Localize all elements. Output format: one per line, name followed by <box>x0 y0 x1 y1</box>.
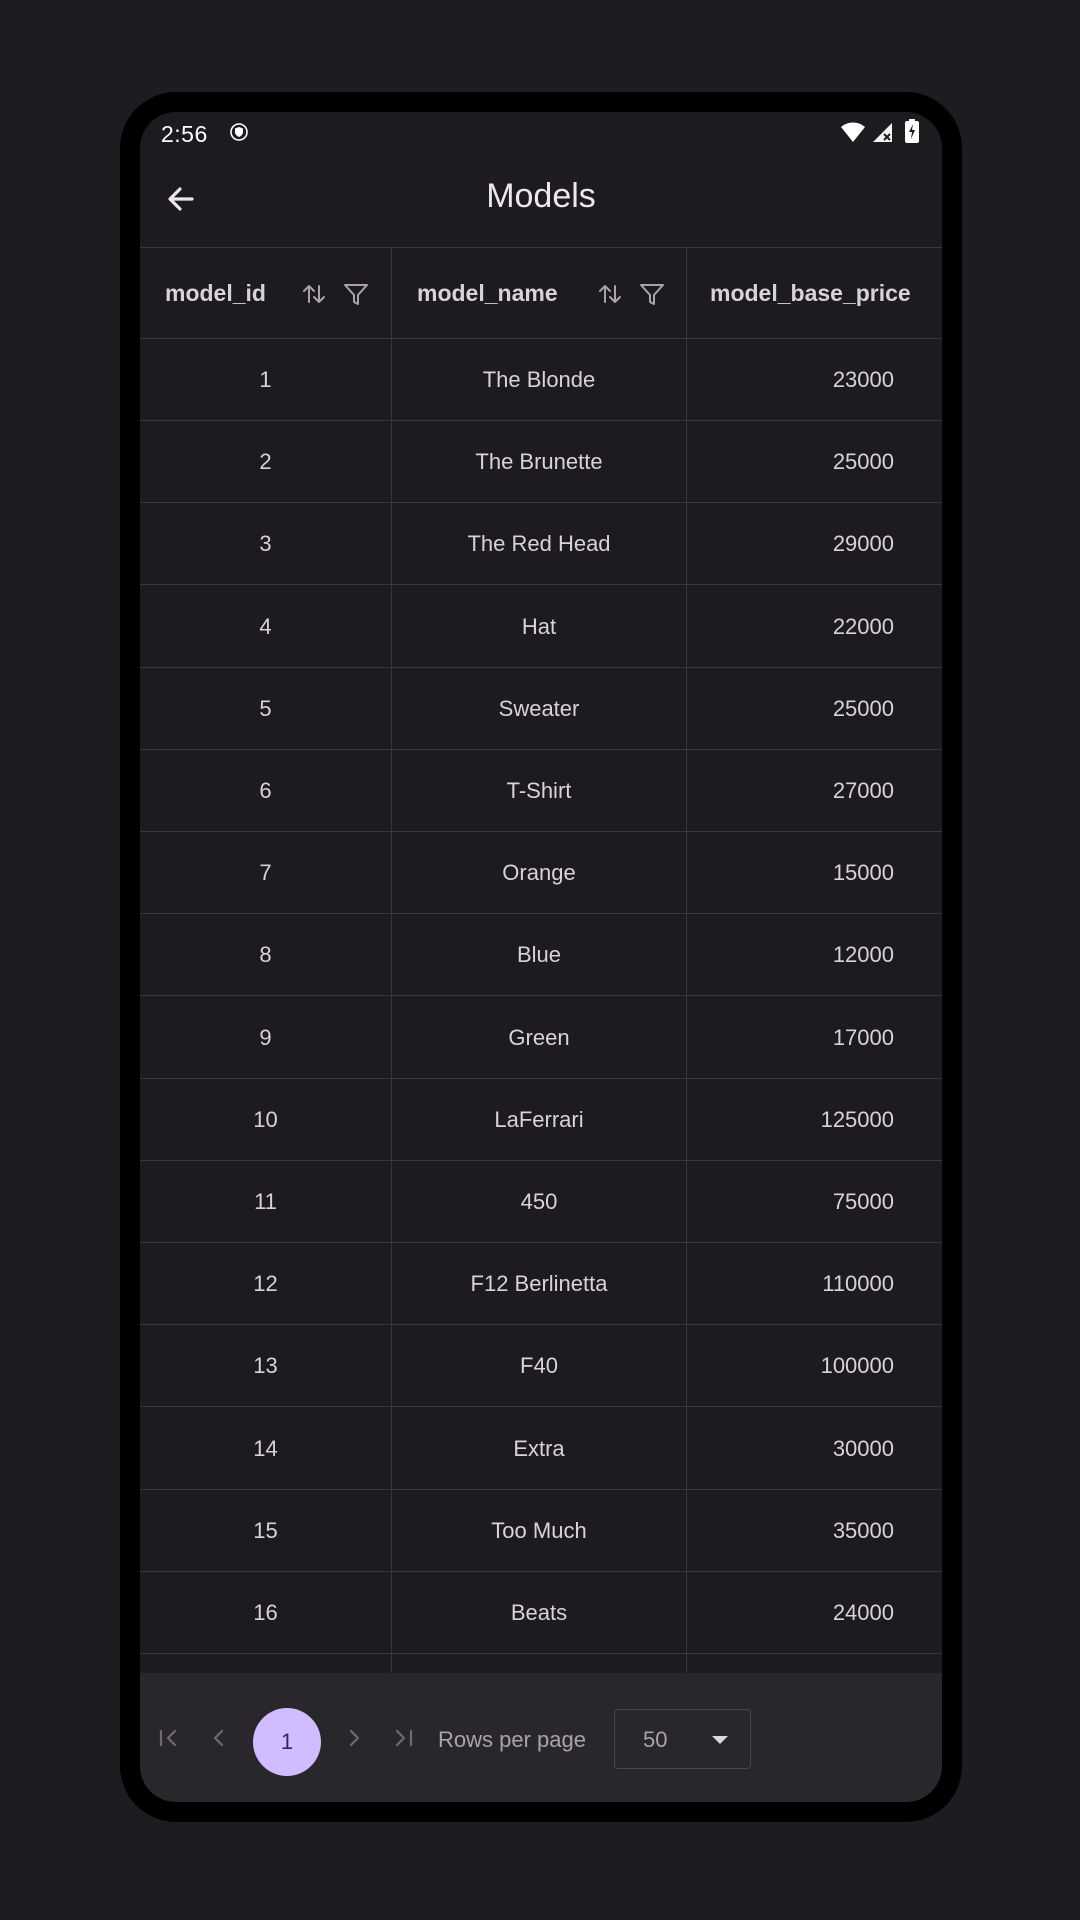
current-page-button[interactable]: 1 <box>253 1708 321 1776</box>
table-row[interactable] <box>140 914 942 996</box>
cell-model-base-price: 25000 <box>832 695 894 721</box>
table-row[interactable] <box>140 832 942 914</box>
cell-model-name: T-Shirt <box>506 778 572 803</box>
cell-model-id: 16 <box>253 1600 278 1625</box>
table-row[interactable] <box>140 668 942 750</box>
status-time: 2:56 <box>161 121 208 147</box>
table-row[interactable] <box>140 1408 942 1490</box>
shield-icon <box>230 123 248 141</box>
cell-model-name: Orange <box>502 860 576 886</box>
last-page-icon[interactable] <box>388 1723 418 1753</box>
filter-icon[interactable] <box>342 280 370 308</box>
signal-icon <box>871 121 893 143</box>
cell-model-id: 10 <box>253 1106 278 1132</box>
dropdown-caret-icon <box>712 1736 728 1744</box>
cell-model-base-price: 22000 <box>832 613 894 639</box>
table-row[interactable] <box>140 750 942 832</box>
cell-model-id: 14 <box>253 1435 278 1461</box>
table-row[interactable] <box>140 1325 942 1407</box>
page-title: Models <box>486 177 596 215</box>
cell-model-base-price: 29000 <box>832 531 894 557</box>
column-header-label: model_name <box>417 280 558 306</box>
cell-model-name: Hat <box>521 613 557 639</box>
cell-model-base-price: 30000 <box>832 1435 894 1461</box>
previous-page-icon[interactable] <box>204 1723 234 1753</box>
cell-model-name: F12 Berlinetta <box>470 1271 608 1297</box>
table-row[interactable] <box>140 1161 942 1243</box>
status-bar <box>140 112 942 152</box>
pagination-bar <box>140 1673 942 1802</box>
cell-model-base-price: 125000 <box>820 1106 894 1132</box>
cell-model-id: 2 <box>259 449 272 475</box>
cell-model-id: 15 <box>253 1517 278 1543</box>
rows-per-page-value: 50 <box>643 1727 668 1752</box>
column-header-model-name[interactable] <box>392 248 686 340</box>
cell-model-name: The Brunette <box>475 449 603 475</box>
cell-model-base-price: 110000 <box>822 1271 894 1297</box>
app-bar <box>140 152 942 247</box>
cell-model-name: Too Much <box>491 1517 587 1543</box>
cell-model-base-price: 17000 <box>832 1024 894 1050</box>
table-row[interactable] <box>140 1572 942 1654</box>
column-header-label: model_id <box>165 280 266 306</box>
filter-icon[interactable] <box>638 280 666 308</box>
cell-model-base-price: 75000 <box>832 1189 894 1214</box>
battery-icon <box>905 119 919 143</box>
cell-model-name: The Red Head <box>467 531 611 557</box>
table-row[interactable] <box>140 503 942 585</box>
cell-model-name: LaFerrari <box>494 1106 584 1132</box>
cell-model-base-price: 25000 <box>832 449 894 475</box>
cell-model-name: Extra <box>513 1435 565 1461</box>
sort-icon[interactable] <box>300 280 328 308</box>
table-row[interactable] <box>140 339 942 421</box>
cell-model-id: 9 <box>259 1024 272 1050</box>
column-header-model-base-price[interactable] <box>687 248 942 340</box>
cell-model-name: F40 <box>520 1353 558 1379</box>
cell-model-id: 4 <box>259 613 272 639</box>
cell-model-id: 1 <box>259 367 272 392</box>
column-header-label: model_base_price <box>710 280 911 306</box>
cell-model-base-price: 15000 <box>832 860 894 886</box>
cell-model-name: Sweater <box>498 695 580 721</box>
phone-screen <box>140 112 942 1802</box>
cell-model-name: The Blonde <box>482 367 596 392</box>
cell-model-id: 6 <box>259 778 272 803</box>
wifi-icon <box>840 121 866 143</box>
cell-model-id: 3 <box>259 531 272 557</box>
table-row[interactable] <box>140 1079 942 1161</box>
table-header-row <box>140 247 942 339</box>
cell-model-id: 7 <box>259 860 272 886</box>
cell-model-base-price: 23000 <box>832 367 894 392</box>
cell-model-name: Blue <box>516 942 562 968</box>
table-row[interactable] <box>140 1490 942 1572</box>
cell-model-id: 8 <box>259 942 272 968</box>
cell-model-name: 450 <box>520 1189 558 1214</box>
table-row[interactable] <box>140 997 942 1079</box>
sort-icon[interactable] <box>596 280 624 308</box>
rows-per-page-label: Rows per page <box>438 1727 586 1752</box>
cell-model-id: 5 <box>259 695 272 721</box>
first-page-icon[interactable] <box>154 1723 184 1753</box>
cell-model-id: 12 <box>253 1271 278 1297</box>
table-row[interactable] <box>140 586 942 668</box>
cell-model-base-price: 27000 <box>832 778 894 803</box>
cell-model-base-price: 35000 <box>832 1517 894 1543</box>
cell-model-base-price: 100000 <box>820 1353 894 1379</box>
next-page-icon[interactable] <box>339 1723 369 1753</box>
cell-model-id: 11 <box>254 1189 277 1214</box>
column-header-model-id[interactable] <box>140 248 391 340</box>
table-row[interactable] <box>140 1243 942 1325</box>
rows-per-page-select[interactable] <box>614 1709 751 1769</box>
cell-model-base-price: 24000 <box>832 1600 894 1625</box>
cell-model-name: Green <box>508 1024 570 1050</box>
cell-model-base-price: 12000 <box>832 942 894 968</box>
data-table <box>140 247 942 1673</box>
table-row[interactable] <box>140 421 942 503</box>
cell-model-name: Beats <box>510 1600 568 1625</box>
cell-model-id: 13 <box>253 1353 278 1379</box>
